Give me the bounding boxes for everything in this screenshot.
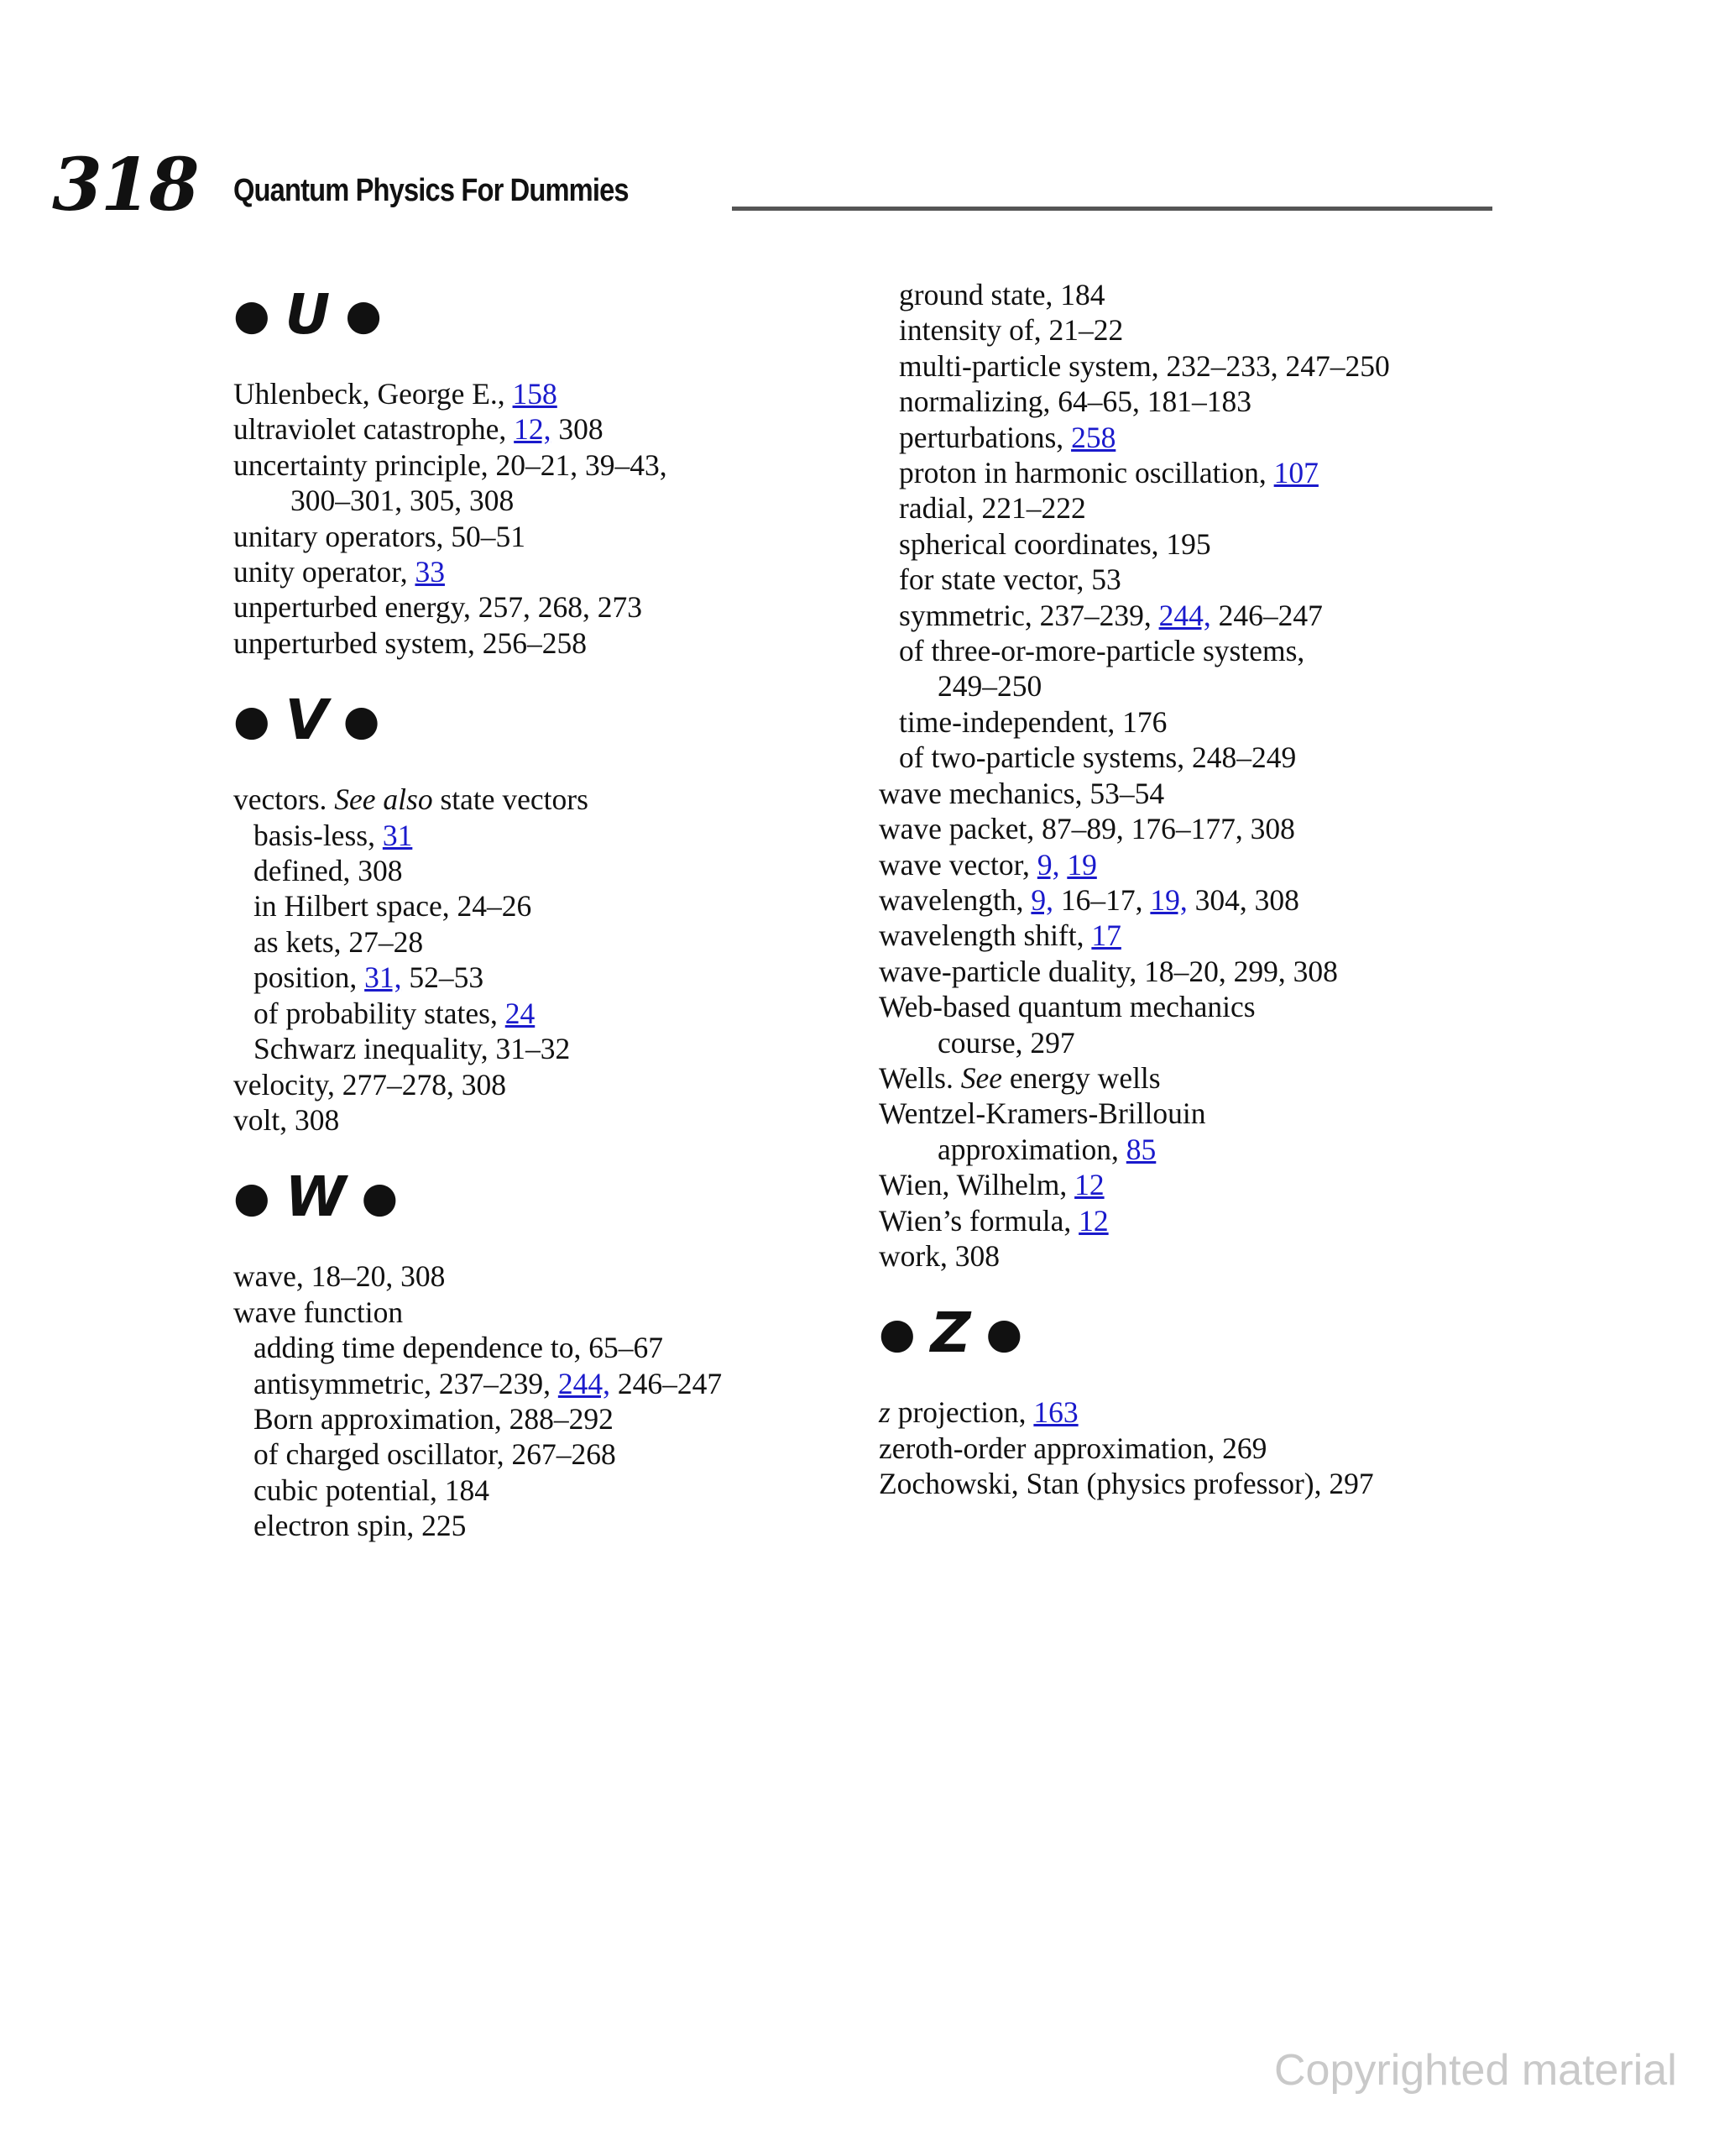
page-link[interactable]: 31,: [364, 960, 402, 995]
entry-text: ultraviolet catastrophe,: [233, 412, 515, 447]
section-letter: V: [285, 688, 328, 753]
index-subentry: time-independent, 176: [899, 704, 1168, 739]
entry-text: 246–247: [609, 1366, 723, 1400]
watermark: Copyrighted material: [1274, 2046, 1677, 2095]
entry-text: 52–53: [401, 960, 484, 995]
index-subentry: multi-particle system, 232–233, 247–250: [899, 348, 1390, 383]
index-subentry: [233, 960, 871, 995]
index-entry: wave function: [233, 1295, 404, 1329]
index-subentry: Born approximation, 288–292: [253, 1401, 614, 1436]
index-entry: wave, 18–20, 308: [233, 1259, 446, 1294]
bullet-icon: ●: [345, 290, 382, 339]
section-letter: Z: [930, 1300, 971, 1366]
entry-text: wavelength,: [879, 882, 1032, 917]
entry-text: [1059, 848, 1067, 882]
entry-italic: z: [879, 1395, 891, 1430]
bullet-icon: ●: [233, 696, 270, 746]
page-link[interactable]: 85: [1126, 1132, 1157, 1166]
bullet-icon: ●: [361, 1173, 399, 1222]
index-subentry: ground state, 184: [899, 278, 1105, 311]
page-link[interactable]: 12: [1079, 1203, 1109, 1238]
index-column-left: [233, 277, 871, 1544]
index-entry: wave mechanics, 53–54: [879, 776, 1165, 810]
section-header-w: [233, 1164, 871, 1230]
index-column-right: [879, 277, 1517, 1502]
index-subentry: cubic potential, 184: [253, 1473, 489, 1507]
page-link[interactable]: 9,: [1031, 882, 1054, 917]
page-link[interactable]: 107: [1273, 456, 1319, 490]
index-subentry: [879, 598, 1517, 633]
entry-text: projection,: [890, 1395, 1034, 1430]
entry-text: unity operator,: [233, 555, 415, 589]
see-also: See also: [334, 782, 433, 817]
index-subentry: intensity of, 21–22: [899, 313, 1124, 348]
index-subentry: [233, 818, 871, 853]
index-subentry: [879, 420, 1517, 455]
entry-text: 16–17,: [1053, 882, 1151, 917]
entry-text: state vectors: [432, 782, 588, 817]
section-letter: U: [285, 282, 331, 347]
index-entry-continuation: course, 297: [938, 1025, 1075, 1060]
index-entry: [879, 882, 1517, 918]
page-link[interactable]: 17: [1091, 918, 1121, 953]
bullet-icon: ●: [233, 1173, 270, 1222]
see-reference: See: [960, 1060, 1002, 1095]
index-entry: velocity, 277–278, 308: [233, 1067, 507, 1102]
entry-text: energy wells: [1001, 1060, 1161, 1095]
entry-text: vectors.: [233, 782, 335, 817]
index-entry: uncertainty principle, 20–21, 39–43,: [233, 447, 667, 482]
index-entry: zeroth-order approximation, 269: [879, 1431, 1267, 1465]
index-subentry: [233, 1366, 871, 1401]
page-link[interactable]: 31: [382, 818, 413, 852]
bullet-icon: ●: [985, 1309, 1023, 1358]
entry-text: Wells.: [879, 1060, 961, 1095]
header-rule: [732, 207, 1492, 211]
entry-text: Wien’s formula,: [879, 1203, 1079, 1238]
index-subentry: [233, 996, 871, 1031]
index-entry: Web-based quantum mechanics: [879, 990, 1256, 1024]
index-entry: Zochowski, Stan (physics professor), 297: [879, 1467, 1374, 1501]
page-number: 318: [52, 143, 198, 228]
index-entry: [879, 1060, 1517, 1096]
page-link[interactable]: 9,: [1037, 847, 1060, 882]
index-entry: [879, 1167, 1517, 1202]
bullet-icon: ●: [879, 1309, 916, 1358]
entry-text: wavelength shift,: [879, 918, 1092, 953]
index-entry-continuation: 300–301, 305, 308: [290, 484, 515, 518]
page-link[interactable]: 158: [512, 377, 557, 411]
page-link[interactable]: 33: [415, 555, 445, 589]
entry-text: position,: [253, 960, 365, 995]
book-title: Quantum Physics For Dummies: [233, 173, 629, 208]
page-header: [52, 143, 1492, 233]
entry-text: proton in harmonic oscillation,: [899, 456, 1274, 490]
index-entry: [879, 1203, 1517, 1238]
index-entry: [879, 847, 1517, 882]
index-entry: wave-particle duality, 18–20, 299, 308: [879, 954, 1338, 988]
index-subentry: for state vector, 53: [899, 563, 1121, 597]
index-subentry: of charged oscillator, 267–268: [253, 1437, 616, 1472]
index-subentry: of two-particle systems, 248–249: [899, 740, 1297, 775]
section-header-v: [233, 688, 871, 753]
page-link[interactable]: 19: [1067, 847, 1097, 882]
entry-text: wave vector,: [879, 847, 1037, 882]
index-entry: [233, 376, 871, 411]
index-entry: [233, 411, 871, 447]
index-entry: unperturbed energy, 257, 268, 273: [233, 590, 643, 625]
page-link[interactable]: 244,: [557, 1366, 610, 1400]
index-entry: wave packet, 87–89, 176–177, 308: [879, 812, 1295, 846]
index-entry-continuation: [879, 1132, 1517, 1167]
index-entry: unitary operators, 50–51: [233, 519, 526, 553]
index-entry: work, 308: [879, 1238, 1000, 1273]
index-subentry: in Hilbert space, 24–26: [253, 889, 532, 924]
index-entry: [233, 782, 871, 817]
entry-text: Wien, Wilhelm,: [879, 1168, 1075, 1202]
entry-text: Uhlenbeck, George E.,: [233, 377, 513, 411]
page-link[interactable]: 12,: [514, 412, 551, 447]
entry-text: symmetric, 237–239,: [899, 598, 1159, 632]
index-entry: volt, 308: [233, 1102, 340, 1137]
page-link[interactable]: 12: [1074, 1168, 1105, 1202]
page-link[interactable]: 163: [1033, 1395, 1079, 1430]
bullet-icon: ●: [233, 290, 270, 339]
index-entry: [879, 918, 1517, 953]
entry-text: 246–247: [1210, 598, 1323, 632]
index-entry-continuation: 249–250: [938, 669, 1042, 704]
entry-text: approximation,: [938, 1132, 1126, 1166]
page-link[interactable]: 24: [504, 996, 536, 1030]
page-link[interactable]: 19,: [1150, 882, 1188, 917]
index-subentry: [879, 455, 1517, 490]
index-subentry: radial, 221–222: [899, 491, 1086, 526]
page-link[interactable]: 258: [1071, 420, 1116, 454]
index-subentry: as kets, 27–28: [253, 924, 424, 959]
entry-text: of probability states,: [253, 996, 505, 1030]
entry-text: 308: [551, 412, 603, 447]
index-subentry: of three-or-more-particle systems,: [899, 634, 1305, 668]
index-entry: unperturbed system, 256–258: [233, 625, 588, 660]
entry-text: perturbations,: [899, 420, 1072, 454]
entry-text: basis-less,: [253, 818, 383, 852]
index-entry: [879, 1395, 1517, 1430]
index-entry: [233, 554, 871, 589]
section-letter: W: [285, 1164, 347, 1230]
index-subentry: electron spin, 225: [253, 1509, 467, 1543]
index-subentry: spherical coordinates, 195: [899, 526, 1211, 561]
index-subentry: defined, 308: [253, 854, 403, 888]
entry-text: 304, 308: [1187, 882, 1299, 917]
entry-text: antisymmetric, 237–239,: [253, 1366, 558, 1400]
index-entry: Wentzel-Kramers-Brillouin: [879, 1096, 1206, 1131]
section-header-u: [233, 282, 871, 347]
bullet-icon: ●: [342, 696, 380, 746]
index-subentry: Schwarz inequality, 31–32: [253, 1032, 571, 1066]
index-subentry: adding time dependence to, 65–67: [253, 1331, 663, 1365]
page-link[interactable]: 244,: [1158, 598, 1211, 632]
index-subentry: normalizing, 64–65, 181–183: [899, 385, 1252, 419]
section-header-z: [879, 1300, 1517, 1366]
